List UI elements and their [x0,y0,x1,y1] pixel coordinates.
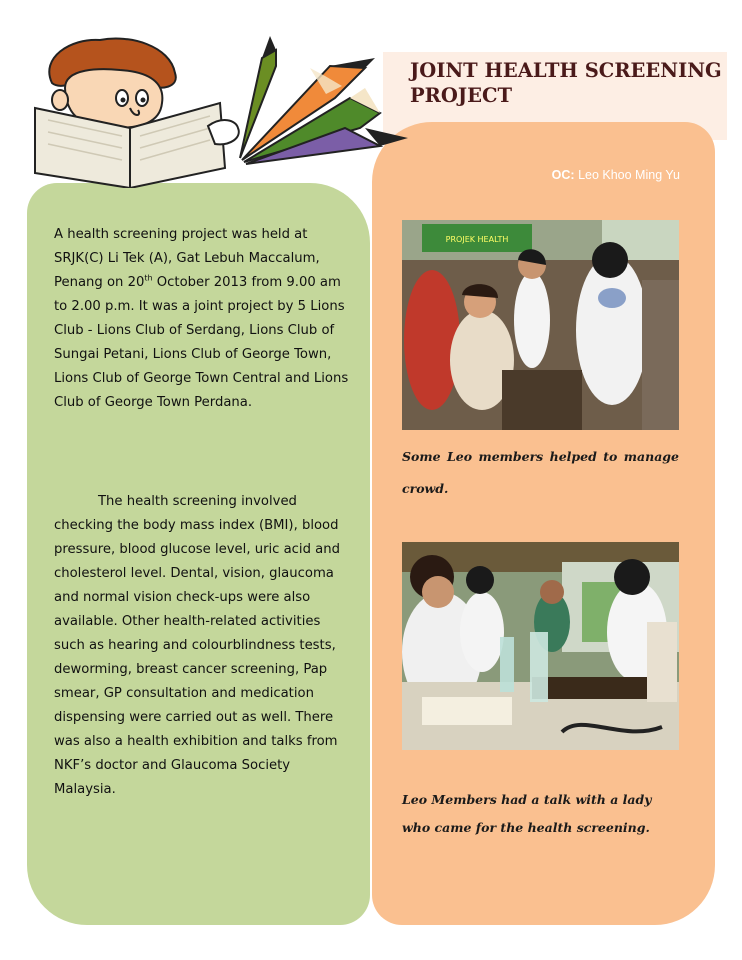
caption-2: Leo Members had a talk with a lady who came for the health screening. [402,792,652,835]
pencils-icon [240,36,408,164]
caption-1: Some Leo members helped to manage crowd. [402,449,679,496]
photo-crowd-screening [402,220,679,430]
title-line-2: PROJECT [410,84,512,107]
photo1-banner-text: PROJEK HEALTH [445,235,509,244]
paragraph-1-text-b: October 2013 from 9.00 am to 2.00 p.m. It was a joint project by 5 Lions Club - Lions Club of Serdang, Lions Club of Sungai Petani, Lions Club of George Town, Lions Club of George Town Central and Lions Club of George Town Perdana. [54,275,349,410]
page-title [410,58,730,108]
article-paragraph-2 [54,490,352,802]
oc-credit [420,168,680,182]
paragraph-2-text: The health screening involved checking the body mass index (BMI), blood pressure, blood glucose level, uric acid and cholesterol level. Dental, vision, glaucoma and normal vision check-ups were also available. Other health-related activities such as hearing and colourblindness tests, deworming, breast cancer screening, Pap smear, GP consultation and medication dispensing were carried out as well. There was also a health exhibition and talks from NKF’s doctor and Glaucoma Society Malaysia. [54,494,340,797]
oc-name: Leo Khoo Ming Yu [578,168,680,182]
title-line-1: JOINT HEALTH SCREENING [410,59,722,82]
paragraph-1-text-a: A health screening project was held at SRJK(C) Li Tek (A), Gat Lebuh Maccalum, Penang on 20 [54,227,320,290]
article-paragraph-1 [54,223,352,415]
photo-consultation [402,542,679,750]
paragraph-1-sup: th [144,273,153,283]
boy-reading-illustration-icon [30,28,420,188]
oc-label: OC: [551,168,575,182]
